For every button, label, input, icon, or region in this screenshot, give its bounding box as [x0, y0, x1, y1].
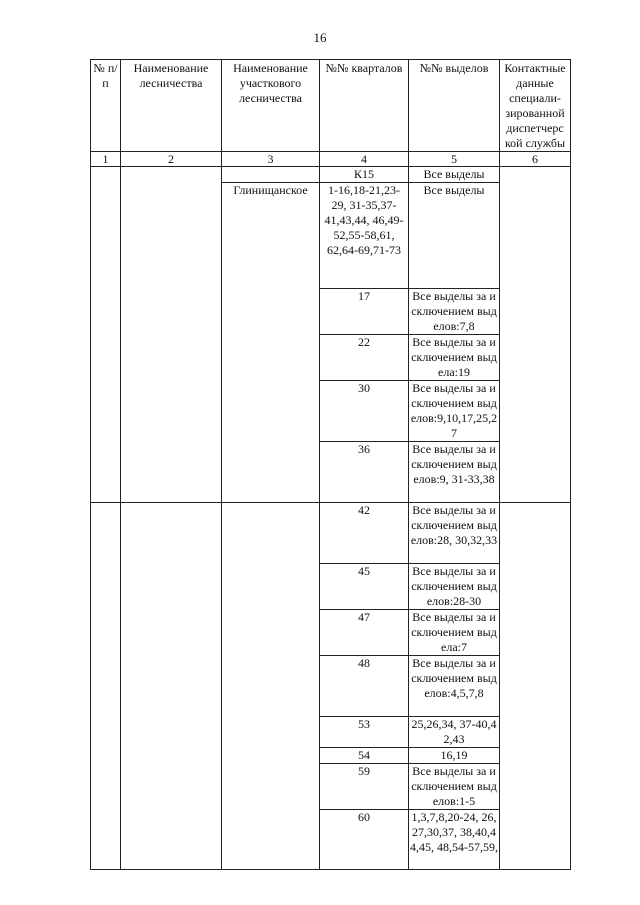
plots-cell: Все выделы за исключением выдела:19	[409, 335, 500, 381]
column-number-row	[91, 152, 571, 167]
column-number: 6	[500, 152, 571, 167]
column-number: 2	[121, 152, 222, 167]
quarters-cell: 42	[320, 503, 409, 564]
quarters-cell: 1-16,18-21,23-29, 31-35,37-41,43,44, 46,49-52,55-58,61, 62,64-69,71-73	[320, 183, 409, 289]
forestry-cell	[121, 503, 222, 870]
district-cell: Глинищанское	[222, 183, 320, 503]
quarters-cell: 48	[320, 656, 409, 717]
number-cell	[91, 167, 121, 503]
quarters-cell: 54	[320, 748, 409, 764]
column-number: 5	[409, 152, 500, 167]
quarters-cell: 53	[320, 717, 409, 748]
district-cell	[222, 167, 320, 183]
header-plots: №№ выделов	[409, 60, 500, 152]
quarters-cell: 47	[320, 610, 409, 656]
plots-cell: Все выделы за исключением выделов:9,10,17,25,27	[409, 381, 500, 442]
plots-cell: Все выделы за исключением выделов:28-30	[409, 564, 500, 610]
header-row	[91, 60, 571, 152]
plots-cell: Все выделы	[409, 183, 500, 289]
header-quarters: №№ кварталов	[320, 60, 409, 152]
quarters-cell: 17	[320, 289, 409, 335]
quarters-cell: К15	[320, 167, 409, 183]
district-cell	[222, 503, 320, 870]
forestry-table	[90, 59, 571, 870]
plots-cell: Все выделы за исключением выдела:7	[409, 610, 500, 656]
quarters-cell: 30	[320, 381, 409, 442]
plots-cell: Все выделы за исключением выделов:9, 31-33,38	[409, 442, 500, 503]
quarters-cell: 22	[320, 335, 409, 381]
page-number: 16	[313, 30, 327, 45]
quarters-cell: 59	[320, 764, 409, 810]
forestry-cell	[121, 167, 222, 503]
plots-cell: Все выделы за исключением выделов:28, 30,32,33	[409, 503, 500, 564]
contacts-cell	[500, 167, 571, 503]
quarters-cell: 60	[320, 810, 409, 870]
column-number: 1	[91, 152, 121, 167]
table-row	[91, 503, 571, 564]
quarters-cell: 45	[320, 564, 409, 610]
header-contacts: Контактные данные специали-зированной диспетчерс кой службы	[500, 60, 571, 152]
column-number: 3	[222, 152, 320, 167]
number-cell	[91, 503, 121, 870]
plots-cell: Все выделы за исключением выделов:4,5,7,8	[409, 656, 500, 717]
plots-cell: Все выделы за исключением выделов:1-5	[409, 764, 500, 810]
header-number: № п/п	[91, 60, 121, 152]
plots-cell: 16,19	[409, 748, 500, 764]
contacts-cell	[500, 503, 571, 870]
plots-cell: 25,26,34, 37-40,42,43	[409, 717, 500, 748]
plots-cell: Все выделы	[409, 167, 500, 183]
header-forestry: Наименование лесничества	[121, 60, 222, 152]
plots-cell: 1,3,7,8,20-24, 26,27,30,37, 38,40,44,45, 48,54-57,59,	[409, 810, 500, 870]
header-district-forestry: Наименование участкового лесничества	[222, 60, 320, 152]
plots-cell: Все выделы за исключением выделов:7,8	[409, 289, 500, 335]
table-row	[91, 167, 571, 183]
column-number: 4	[320, 152, 409, 167]
quarters-cell: 36	[320, 442, 409, 503]
